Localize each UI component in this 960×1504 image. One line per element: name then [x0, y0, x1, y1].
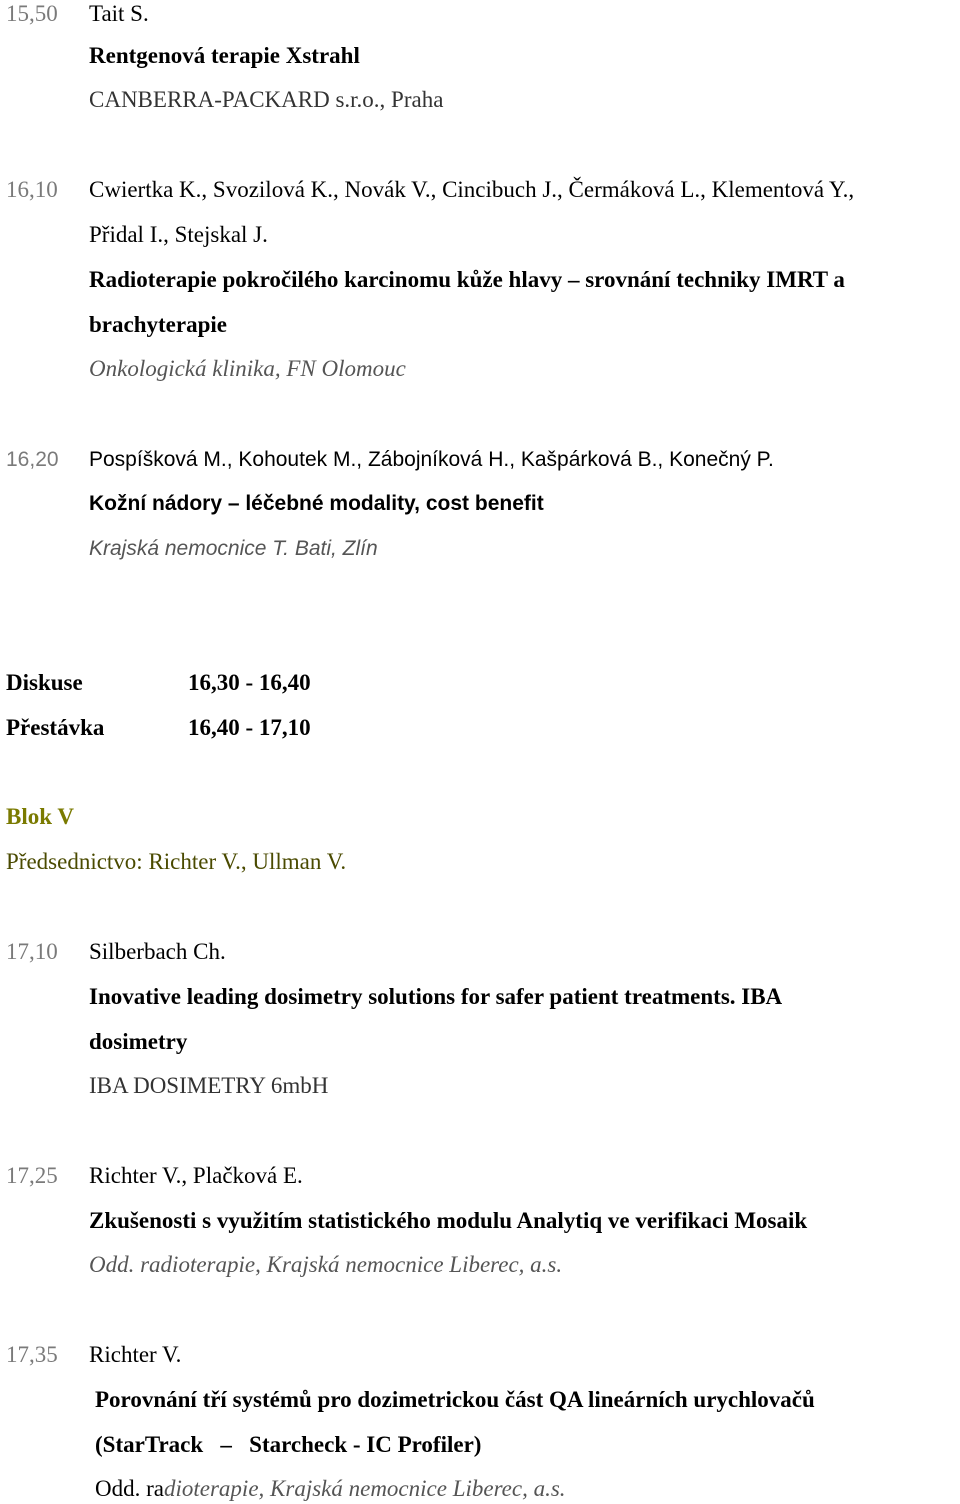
talk-title: Radioterapie pokročilého karcinomu kůže hlavy – srovnání techniky IMRT a	[89, 267, 845, 292]
talk-institution: Odd. radioterapie, Krajská nemocnice Liberec, a.s.	[89, 1252, 563, 1277]
talk-institution: IBA DOSIMETRY 6mbH	[89, 1073, 329, 1098]
talk-title: brachyterapie	[89, 312, 227, 337]
talk-time: 17,25	[6, 1163, 58, 1188]
talk-authors: Silberbach Ch.	[89, 939, 226, 964]
talk-institution: Krajská nemocnice T. Bati, Zlín	[89, 537, 378, 560]
talk-institution: CANBERRA-PACKARD s.r.o., Praha	[89, 87, 444, 112]
talk-title: Kožní nádory – léčebné modality, cost benefit	[89, 492, 544, 515]
talk-authors: Pospíšková M., Kohoutek M., Zábojníková H., Kašpárková B., Konečný P.	[89, 448, 774, 471]
talk-authors: Cwiertka K., Svozilová K., Novák V., Cincibuch J., Čermáková L., Klementová Y.,	[89, 177, 855, 202]
talk-time: 15,50	[6, 1, 58, 26]
talk-title: dosimetry	[89, 1029, 188, 1054]
institution-italic-part: dioterapie, Krajská nemocnice Liberec, a.s.	[163, 1476, 566, 1501]
schedule-label: Přestávka	[6, 715, 105, 740]
talk-title: Porovnání tří systémů pro dozimetrickou část QA lineárních urychlovačů	[95, 1387, 815, 1412]
schedule-time: 16,40 - 17,10	[188, 715, 311, 740]
talk-authors: Richter V., Plačková E.	[89, 1163, 303, 1188]
talk-title: Rentgenová terapie Xstrahl	[89, 43, 360, 68]
schedule-label: Diskuse	[6, 670, 83, 695]
schedule-time: 16,30 - 16,40	[188, 670, 311, 695]
talk-title: (StarTrack – Starcheck - IC Profiler)	[95, 1432, 482, 1457]
talk-institution: Onkologická klinika, FN Olomouc	[89, 356, 406, 381]
talk-authors: Richter V.	[89, 1342, 182, 1367]
institution-plain-part: Odd. ra	[95, 1476, 164, 1501]
talk-time: 17,10	[6, 939, 58, 964]
talk-authors: Tait S.	[89, 1, 149, 26]
talk-title: Zkušenosti s využitím statistického modulu Analytiq ve verifikaci Mosaik	[89, 1208, 808, 1233]
talk-time: 16,20	[6, 448, 59, 471]
talk-title: Inovative leading dosimetry solutions for safer patient treatments. IBA	[89, 984, 783, 1009]
block-chair: Předsednictvo: Richter V., Ullman V.	[6, 849, 347, 874]
talk-time: 17,35	[6, 1342, 58, 1367]
block-title: Blok V	[6, 804, 74, 829]
talk-authors: Přidal I., Stejskal J.	[89, 222, 268, 247]
talk-time: 16,10	[6, 177, 58, 202]
talk-institution	[95, 1475, 566, 1503]
